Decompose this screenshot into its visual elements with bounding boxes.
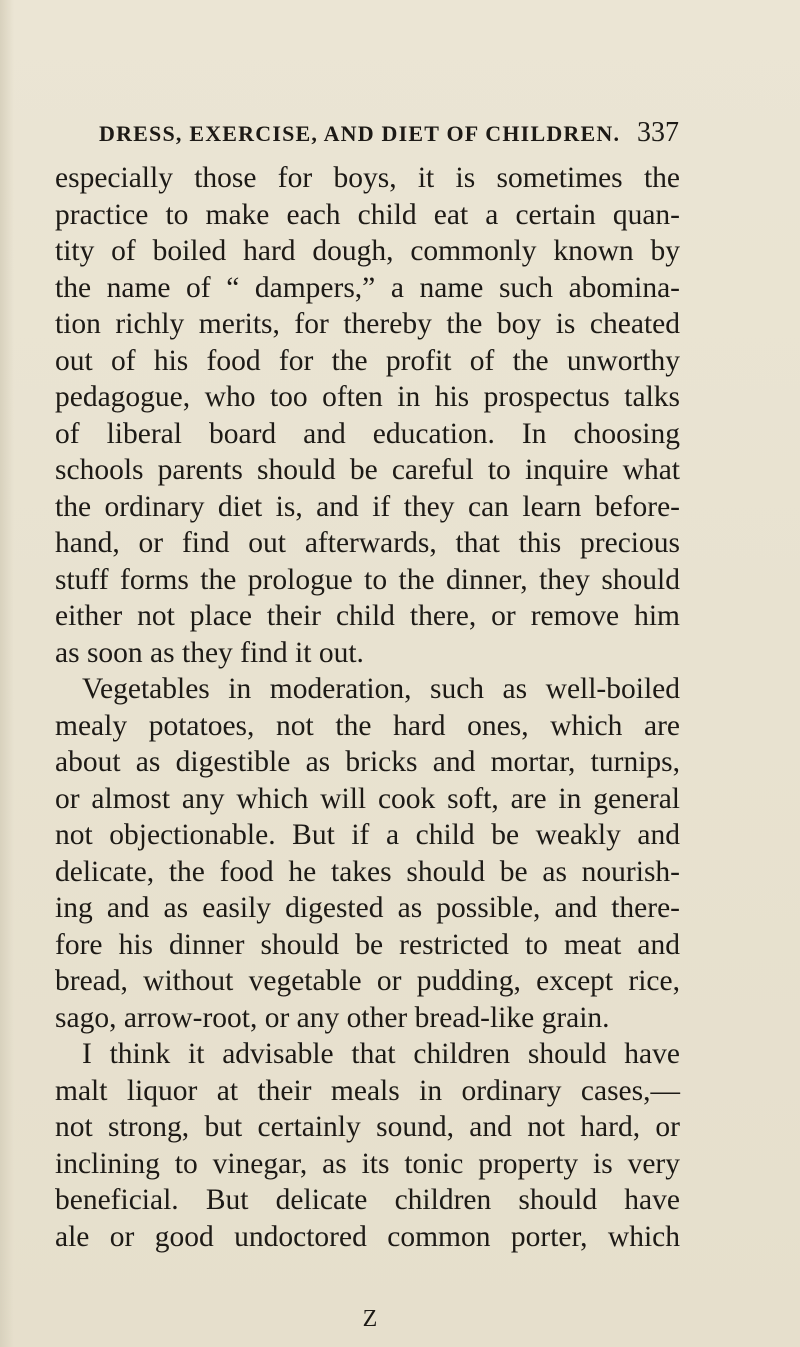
text-line: about as digestible as bricks and mortar, turnips, — [55, 746, 680, 778]
text-line: out of his food for the profit of the unworthy — [55, 344, 680, 377]
body-text — [55, 160, 680, 1255]
text-line: especially those for boys, it is sometimes the — [55, 162, 680, 194]
running-title: DRESS, EXERCISE, AND DIET OF CHILDREN. — [99, 121, 621, 146]
text-line: mealy potatoes, not the hard ones, which are — [55, 709, 680, 742]
text-line: malt liquor at their meals in ordinary cases,— — [55, 1074, 680, 1107]
paragraph-first-line: Vegetables in moderation, such as well-boiled — [82, 673, 680, 705]
text-line: not strong, but certainly sound, and not hard, or — [55, 1111, 680, 1143]
text-line: hand, or find out afterwards, that this precious — [55, 527, 680, 559]
running-head — [99, 117, 679, 157]
text-line: inclining to vinegar, as its tonic property is very — [55, 1147, 680, 1180]
text-line: fore his dinner should be restricted to meat and — [55, 928, 680, 961]
text-line: or almost any which will cook soft, are in general — [55, 782, 680, 815]
page-number: 337 — [637, 117, 679, 148]
text-line: pedagogue, who too often in his prospectus talks — [55, 381, 680, 413]
text-line: not objectionable. But if a child be weakly and — [55, 819, 680, 851]
text-line: practice to make each child eat a certain quan- — [55, 198, 680, 231]
text-line: delicate, the food he takes should be as nourish- — [55, 855, 680, 888]
page-edge-shadow — [0, 0, 14, 1347]
text-line: sago, arrow-root, or any other bread-like grain. — [55, 1001, 610, 1034]
text-line: as soon as they find it out. — [55, 636, 364, 669]
signature-mark: Z — [362, 1306, 378, 1332]
text-line: beneficial. But delicate children should have — [55, 1184, 680, 1216]
text-line: of liberal board and education. In choosing — [55, 417, 680, 450]
text-line: ing and as easily digested as possible, and there- — [55, 892, 680, 924]
text-line: tion richly merits, for thereby the boy is cheated — [55, 308, 680, 340]
text-line: ale or good undoctored common porter, which — [55, 1220, 680, 1253]
text-line: the name of “ dampers,” a name such abomina- — [55, 271, 680, 304]
text-line: either not place their child there, or remove him — [55, 600, 680, 632]
text-line: stuff forms the prologue to the dinner, they should — [55, 563, 680, 596]
text-line: the ordinary diet is, and if they can learn before- — [55, 490, 680, 523]
paragraph-first-line: I think it advisable that children should have — [82, 1038, 680, 1070]
text-line: tity of boiled hard dough, commonly known by — [55, 235, 680, 267]
text-line: bread, without vegetable or pudding, except rice, — [55, 965, 680, 997]
text-line: schools parents should be careful to inquire what — [55, 454, 680, 486]
